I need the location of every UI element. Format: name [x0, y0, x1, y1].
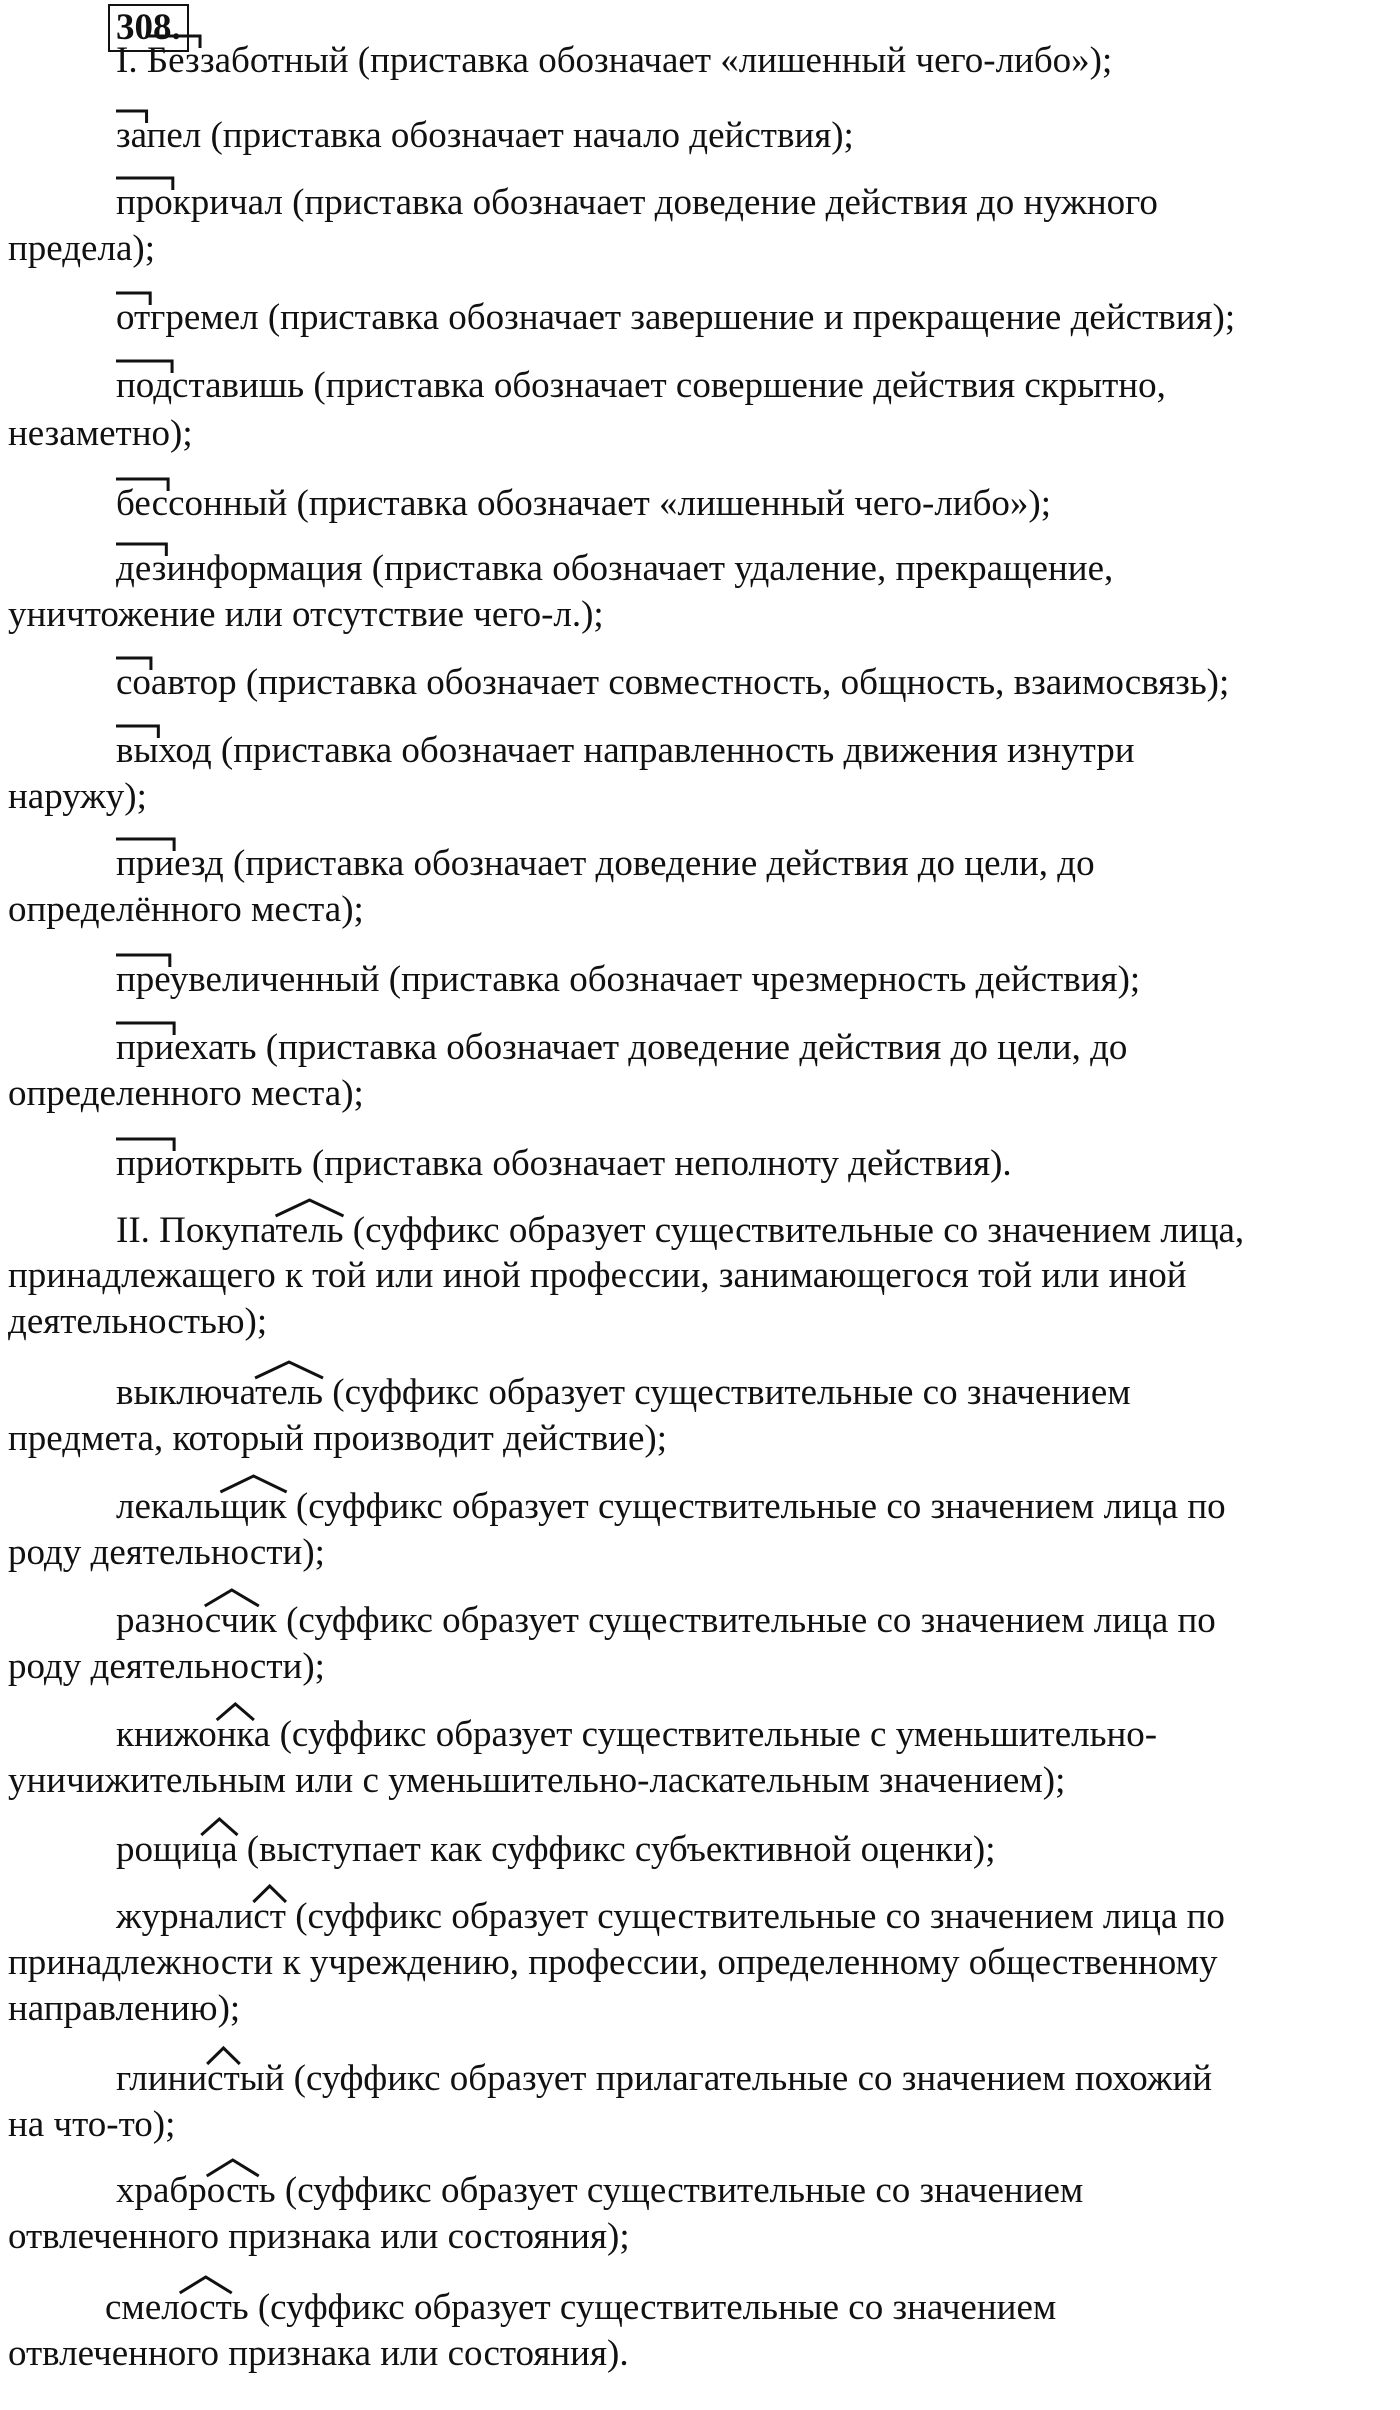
entry-continuation-line: роду деятельности);	[8, 1646, 325, 1687]
exercise-number: 308.	[108, 4, 189, 52]
entry-first-line: книжонка (суффикс образует существительные с уменьшительно-	[116, 1714, 1158, 1755]
entry-continuation-line: предела);	[8, 228, 155, 269]
entry-continuation-line: незаметно);	[8, 413, 193, 454]
entry-first-line: II. Покупатель (суффикс образует существительные со значением лица,	[116, 1210, 1245, 1251]
entry-continuation-line: уничижительным или с уменьшительно-ласкательным значением);	[8, 1760, 1066, 1801]
entry-first-line: смелость (суффикс образует существительные со значением	[105, 2287, 1057, 2328]
entry-continuation-line: отвлеченного признака или состояния);	[8, 2216, 630, 2257]
entry-first-line: приоткрыть (приставка обозначает неполноту действия).	[116, 1143, 1012, 1184]
entry-first-line: I. Беззаботный (приставка обозначает «лишенный чего-либо»);	[116, 40, 1113, 81]
entry-first-line: журналист (суффикс образует существительные со значением лица по	[116, 1896, 1225, 1937]
entry-first-line: рощица (выступает как суффикс субъективной оценки);	[116, 1829, 996, 1870]
entry-continuation-line: предмета, который производит действие);	[8, 1418, 667, 1459]
entry-continuation-line: принадлежности к учреждению, профессии, определенному общественному	[8, 1942, 1218, 1983]
entry-continuation-line: определенного места);	[8, 1073, 364, 1114]
entry-continuation-line: деятельностью);	[8, 1301, 268, 1342]
entry-continuation-line: наружу);	[8, 776, 147, 817]
entry-first-line: выход (приставка обозначает направленность движения изнутри	[116, 730, 1135, 771]
entry-first-line: соавтор (приставка обозначает совместность, общность, взаимосвязь);	[116, 662, 1230, 703]
entry-continuation-line: определённого места);	[8, 889, 364, 930]
entry-first-line: разносчик (суффикс образует существительные со значением лица по	[116, 1600, 1216, 1641]
entry-first-line: приехать (приставка обозначает доведение действия до цели, до	[116, 1027, 1128, 1068]
entry-continuation-line: направлению);	[8, 1988, 241, 2029]
entry-first-line: дезинформация (приставка обозначает удаление, прекращение,	[116, 548, 1114, 589]
entry-first-line: бессонный (приставка обозначает «лишенный чего-либо»);	[116, 483, 1052, 524]
entry-first-line: приезд (приставка обозначает доведение действия до цели, до	[116, 843, 1095, 884]
entry-continuation-line: роду деятельности);	[8, 1532, 325, 1573]
entry-first-line: преувеличенный (приставка обозначает чрезмерность действия);	[116, 959, 1141, 1000]
entry-first-line: глинистый (суффикс образует прилагательные со значением похожий	[116, 2058, 1213, 2099]
entry-continuation-line: отвлеченного признака или состояния).	[8, 2333, 629, 2374]
entry-first-line: лекальщик (суффикс образует существительные со значением лица по	[116, 1486, 1226, 1527]
entry-continuation-line: на что-то);	[8, 2104, 176, 2145]
entry-first-line: выключатель (суффикс образует существительные со значением	[116, 1372, 1131, 1413]
entry-first-line: запел (приставка обозначает начало действия);	[116, 115, 854, 156]
entry-first-line: прокричал (приставка обозначает доведение действия до нужного	[116, 182, 1158, 223]
entry-first-line: подставишь (приставка обозначает совершение действия скрытно,	[116, 365, 1166, 406]
entry-continuation-line: принадлежащего к той или иной профессии, занимающегося той или иной	[8, 1255, 1187, 1296]
entry-first-line: отгремел (приставка обозначает завершение и прекращение действия);	[116, 297, 1236, 338]
entry-continuation-line: уничтожение или отсутствие чего-л.);	[8, 594, 604, 635]
entry-first-line: храбрость (суффикс образует существительные со значением	[116, 2170, 1084, 2211]
